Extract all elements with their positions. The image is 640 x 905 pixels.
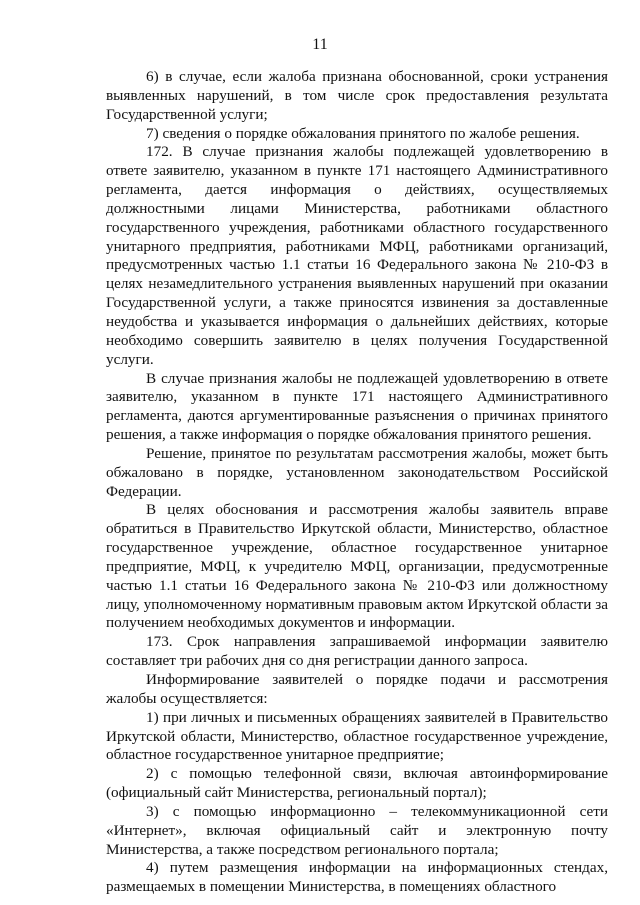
paragraph-item-6: 6) в случае, если жалоба признана обоснованной, сроки устранения выявленных нарушений, в том числе срок предоставления результата Государственной услуги;: [106, 68, 608, 123]
paragraph-appeal-decision: Решение, принятое по результатам рассмотрения жалобы, может быть обжаловано в порядке, установленном законодательством Российской Федерации.: [106, 444, 608, 500]
paragraph-rejection-case: В случае признания жалобы не подлежащей удовлетворению в ответе заявителю, указанном в пункте 171 настоящего Административного регламента, даются аргументированные разъяснения о причинах принятого решения, а также информация о порядке обжалования принятого решения.: [106, 369, 608, 444]
paragraph-right-to-request: В целях обоснования и рассмотрения жалобы заявитель вправе обратиться в Правительство Иркутской области, Министерство, областное государственное учреждение, областное государственное унитарное предприятие, МФЦ, к учредителю МФЦ, организации, предусмотренные частью 1.1 статьи 16 Федерального закона № 210-ФЗ или должностному лицу, уполномоченному нормативным правовым актом Иркутской области за получением необходимых документов и информации.: [106, 501, 608, 632]
document-body: [106, 68, 608, 897]
paragraph-informing-3: 3) с помощью информационно – телекоммуникационной сети «Интернет», включая официальный сайт и электронную почту Министерства, а также посредством регионального портала;: [106, 802, 608, 858]
paragraph-informing-1: 1) при личных и письменных обращениях заявителей в Правительство Иркутской области, Министерство, областное государственное учреждение, областное государственное унитарное предприятие;: [106, 708, 608, 764]
paragraph-172: 172. В случае признания жалобы подлежащей удовлетворению в ответе заявителю, указанном в пункте 171 настоящего Административного регламента, дается информация о действиях, осуществляемых должностными лицами Министерства, работниками областного государственного учреждения, работниками областного государственного унитарного предприятия, работниками МФЦ, работниками организаций, предусмотренных частью 1.1 статьи 16 Федерального закона № 210-ФЗ в целях незамедлительного устранения выявленных нарушений при оказании Государственной услуги, а также приносятся извинения за доставленные неудобства и указывается информация о дальнейших действиях, которые необходимо совершить заявителю в целях получения Государственной услуги.: [106, 143, 608, 368]
paragraph-173: 173. Срок направления запрашиваемой информации заявителю составляет три рабочих дня со дня регистрации данного запроса.: [106, 633, 608, 670]
paragraph-informing-4: 4) путем размещения информации на информационных стендах, размещаемых в помещении Министерства, в помещениях областного: [106, 859, 608, 896]
page-number: 11: [312, 36, 328, 53]
paragraph-informing-intro: Информирование заявителей о порядке подачи и рассмотрения жалобы осуществляется:: [106, 671, 608, 707]
paragraph-item-7: 7) сведения о порядке обжалования принятого по жалобе решения.: [146, 124, 580, 142]
paragraph-informing-2: 2) с помощью телефонной связи, включая автоинформирование (официальный сайт Министерства, региональный портал);: [106, 765, 608, 802]
